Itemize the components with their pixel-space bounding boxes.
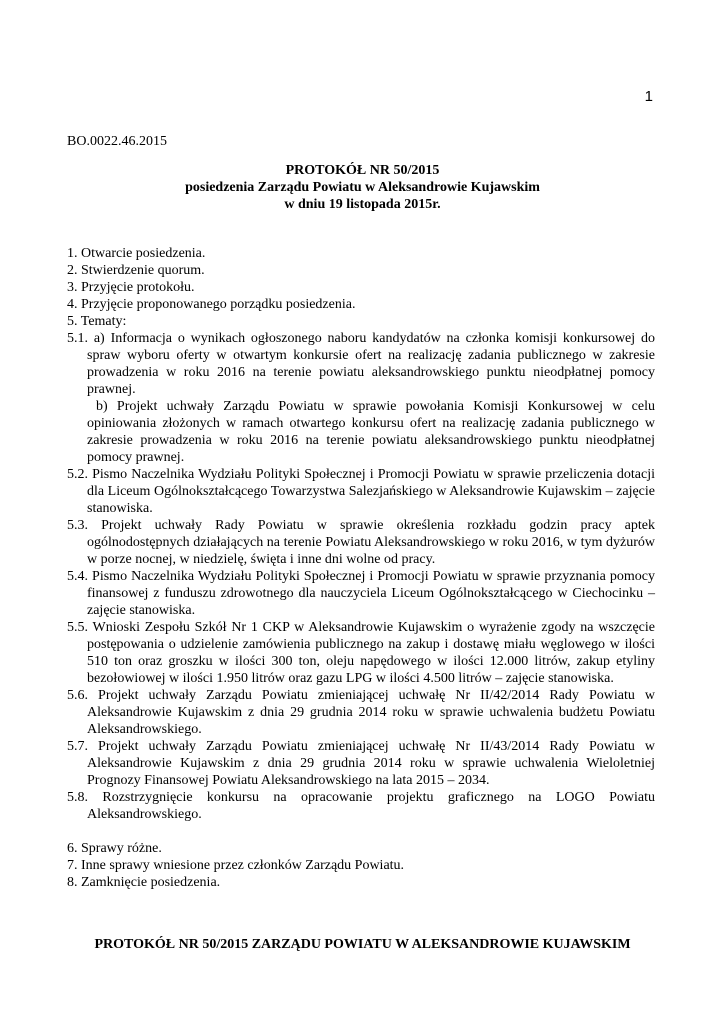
topic-item: 5.5. Wnioski Zespołu Szkół Nr 1 CKP w Aleksandrowie Kujawskim o wyrażenie zgody na wszczęcie postępowania o udzielenie zamówienia publicznego na zakup i dostawę miału węglowego w ilości 510 ton oraz groszku w ilości 300 ton, oleju napędowego w ilości 12.000 litrów, zakup etyliny bezołowiowej w ilości 1.950 litrów oraz gazu LPG w ilości 4.500 litrów – zajęcie stanowiska. — [67, 620, 655, 686]
agenda-item: 3. Przyjęcie protokołu. — [67, 280, 195, 295]
topic-item: 5.4. Pismo Naczelnika Wydziału Polityki Społecznej i Promocji Powiatu w sprawie przyznania pomocy finansowej z funduszu zdrowotnego dla nauczyciela Liceum Ogólnokształcącego w Ciechocinku – zajęcie stanowiska. — [67, 569, 655, 618]
topic-item: 5.7. Projekt uchwały Zarządu Powiatu zmieniającej uchwałę Nr II/43/2014 Rady Powiatu w Aleksandrowie Kujawskim z dnia 29 grudnia 2014 roku w sprawie uchwalenia Wieloletniej Prognozy Finansowej Powiatu Aleksandrowskiego na lata 2015 – 2034. — [67, 739, 655, 788]
topic-item: 5.3. Projekt uchwały Rady Powiatu w sprawie określenia rozkładu godzin pracy aptek ogólnodostępnych działających na terenie Powiatu Aleksandrowskiego w roku 2016, w tym dyżurów w porze nocnej, w niedzielę, święta i inne dni wolne od pracy. — [67, 518, 655, 567]
topic-item: 5.6. Projekt uchwały Zarządu Powiatu zmieniającej uchwałę Nr II/42/2014 Rady Powiatu w Aleksandrowie Kujawskim z dnia 29 grudnia 2014 roku w sprawie uchwalenia budżetu Powiatu Aleksandrowskiego. — [67, 688, 655, 737]
agenda-item: 7. Inne sprawy wniesione przez członków Zarządu Powiatu. — [67, 858, 405, 873]
agenda — [67, 245, 655, 891]
spacer — [67, 823, 655, 840]
document-title — [0, 162, 725, 213]
agenda-item: 5. Tematy: — [67, 314, 127, 329]
topic-item: 5.8. Rozstrzygnięcie konkursu na opracowanie projektu graficznego na LOGO Powiatu Aleksandrowskiego. — [67, 790, 655, 822]
topic-item: 5.1. a) Informacja o wynikach ogłoszonego naboru kandydatów na członka komisji konkursowej do spraw wyboru oferty w otwartym konkursie ofert na realizację zadania publicznego w zakresie prowadzenia w roku 2016 na terenie powiatu aleksandrowskiego punktu nieodpłatnej pomocy prawnej. — [67, 331, 655, 397]
agenda-item: 1. Otwarcie posiedzenia. — [67, 246, 206, 261]
title-line-2: posiedzenia Zarządu Powiatu w Aleksandrowie Kujawskim — [185, 180, 540, 195]
agenda-item: 6. Sprawy różne. — [67, 841, 162, 856]
document-reference: BO.0022.46.2015 — [67, 134, 167, 149]
title-line-3: w dniu 19 listopada 2015r. — [284, 197, 441, 212]
document-footer: PROTOKÓŁ NR 50/2015 ZARZĄDU POWIATU W ALEKSANDROWIE KUJAWSKIM — [94, 937, 631, 952]
agenda-item: 4. Przyjęcie proponowanego porządku posiedzenia. — [67, 297, 356, 312]
topic-item: 5.2. Pismo Naczelnika Wydziału Polityki Społecznej i Promocji Powiatu w sprawie przeliczenia dotacji dla Liceum Ogólnokształcącego Towarzystwa Salezjańskiego w Aleksandrowie Kujawskim – zajęcie stanowiska. — [67, 467, 655, 516]
page-number: 1 — [644, 88, 653, 105]
topic-item: b) Projekt uchwały Zarządu Powiatu w sprawie powołania Komisji Konkursowej w celu opiniowania złożonych w ramach otwartego konkursu ofert na realizację zadania publicznego w zakresie prowadzenia w roku 2016 na terenie powiatu aleksandrowskiego punktu nieodpłatnej pomocy prawnej. — [87, 399, 655, 465]
agenda-item: 8. Zamknięcie posiedzenia. — [67, 875, 221, 890]
title-line-1: PROTOKÓŁ NR 50/2015 — [285, 163, 440, 178]
agenda-item: 2. Stwierdzenie quorum. — [67, 263, 205, 278]
